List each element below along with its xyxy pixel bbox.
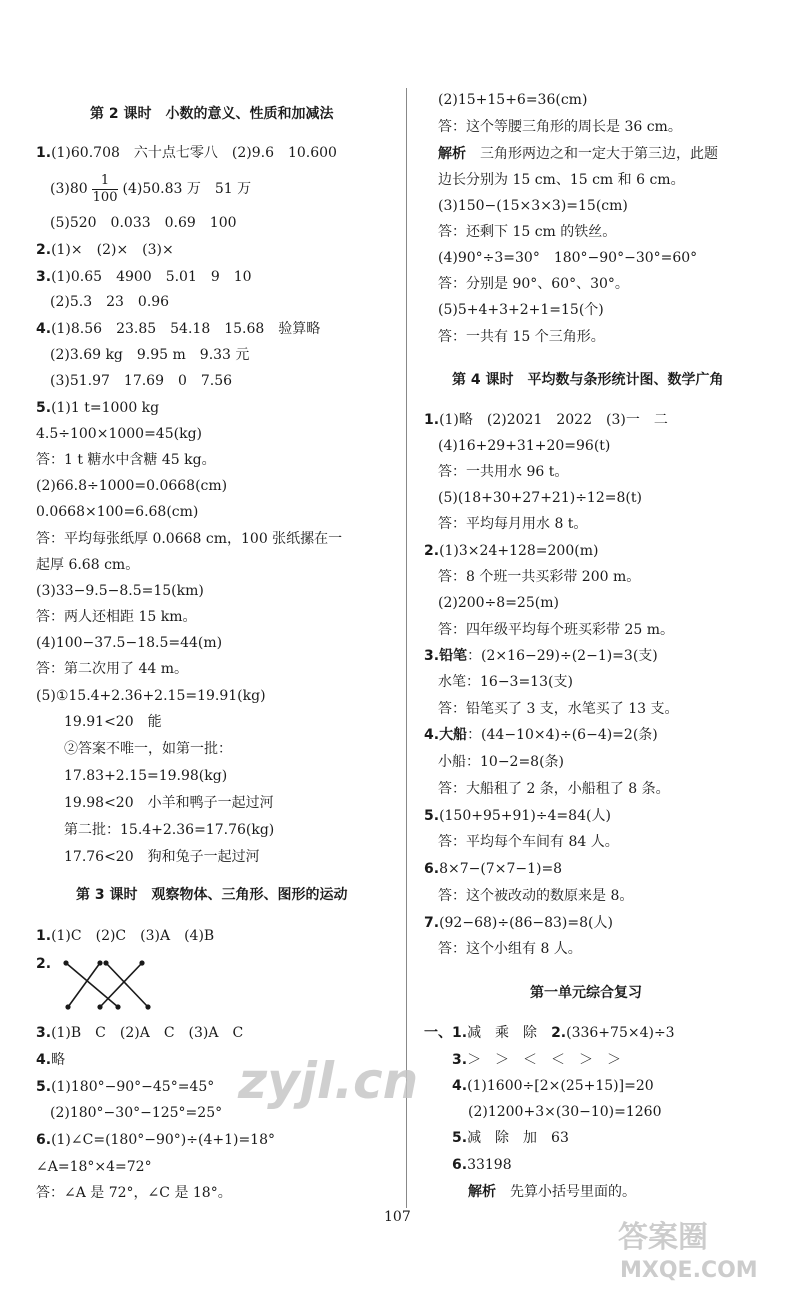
s4-q4-line-3: 答：大船租了 2 条，小船租了 8 条。 — [438, 781, 670, 797]
section-title-lesson-2: 第 2 课时 小数的意义、性质和加减法 — [90, 106, 334, 122]
analysis-label: 解析 — [438, 146, 466, 162]
r-line-2: 答：这个等腰三角形的周长是 36 cm。 — [438, 119, 682, 135]
answer-text: 33198 — [467, 1157, 512, 1173]
s4-q4-line — [424, 725, 658, 745]
analysis-line-2: 边长分别为 15 cm、15 cm 和 6 cm。 — [438, 172, 685, 188]
fraction-numerator: 1 — [92, 173, 119, 190]
q5-line-8: (3)33−9.5−8.5=15(km) — [36, 583, 204, 599]
s3-q5-line-2: (2)180°−30°−125°=25° — [50, 1105, 223, 1121]
diagram-line — [106, 963, 148, 1007]
question-number: 6. — [36, 1132, 52, 1148]
s3-q4-line — [36, 1050, 65, 1070]
q1-line-3: (5)520 0.033 0.69 100 — [50, 215, 237, 231]
answer-text: (1)1 t=1000 kg — [51, 400, 160, 416]
question-number: 3. — [452, 1052, 468, 1068]
s4-q7-line-2: 答：这个小组有 8 人。 — [438, 941, 582, 957]
question-number: 2. — [551, 1025, 567, 1041]
q5-line-18: 17.76<20 狗和兔子一起过河 — [64, 849, 260, 865]
review-q1-line — [424, 1023, 675, 1043]
question-number: 1. — [452, 1025, 468, 1041]
s3-q6-line — [36, 1130, 275, 1150]
answer-text: (1)C (2)C (3)A (4)B — [51, 928, 215, 944]
q5-line-9: 答：两人还相距 15 km。 — [36, 609, 197, 625]
r-line-4: 答：还剩下 15 cm 的铁丝。 — [438, 224, 617, 240]
section-title-lesson-3: 第 3 课时 观察物体、三角形、图形的运动 — [76, 887, 348, 903]
q5-line-14: ②答案不唯一，如第一批： — [64, 741, 232, 757]
question-number: 5. — [452, 1130, 468, 1146]
q4-line-3: (3)51.97 17.69 0 7.56 — [50, 373, 233, 389]
answer-text: (92−68)÷(86−83)=8(人) — [439, 915, 613, 931]
r-line-7: (5)5+4+3+2+1=15(个) — [438, 302, 604, 318]
diagram-dot — [97, 1004, 102, 1009]
q3-line — [36, 267, 252, 287]
diagram-dot — [103, 960, 108, 965]
r-line-6: 答：分别是 90°、60°、30°。 — [438, 276, 629, 292]
s4-q4-line-2: 小船：10−2=8(条) — [438, 754, 565, 770]
s4-q1-line-5: 答：平均每月用水 8 t。 — [438, 516, 588, 532]
s4-q3-line — [424, 646, 658, 666]
answer-text: (1)1600÷[2×(25+15)]=20 — [467, 1078, 654, 1094]
question-number: 3. — [424, 648, 440, 664]
s4-q3-line-2: 水笔：16−3=13(支) — [438, 674, 573, 690]
diagram-dot — [63, 960, 68, 965]
analysis-text: 三角形两边之和一定大于第三边，此题 — [466, 146, 718, 162]
question-number: 6. — [424, 861, 440, 877]
q5-line-5: 0.0668×100=6.68(cm) — [36, 504, 199, 520]
answer-text: ：(2×16−29)÷(2−1)=3(支) — [467, 648, 658, 664]
watermark-corner-bottom: MXQE.COM — [620, 1258, 758, 1283]
item-label: 铅笔 — [439, 648, 468, 664]
watermark-corner-top: 答案圈 — [618, 1220, 708, 1255]
s4-q2-line-4: 答：四年级平均每个班买彩带 25 m。 — [438, 622, 674, 638]
answer-text: (1)× (2)× (3)× — [51, 242, 174, 258]
s4-q5-line — [424, 806, 611, 826]
q1-line — [36, 143, 337, 163]
question-number: 7. — [424, 915, 440, 931]
r-line-3: (3)150−(15×3×3)=15(cm) — [438, 198, 628, 214]
answer-text: (1)∠C=(180°−90°)÷(4+1)=18° — [51, 1132, 276, 1148]
question-number: 1. — [36, 145, 52, 161]
s4-q5-line-2: 答：平均每个车间有 84 人。 — [438, 834, 619, 850]
answer-text: (1)略 (2)2021 2022 (3)一 二 — [439, 412, 668, 428]
q5-line-4: (2)66.8÷1000=0.0668(cm) — [36, 478, 228, 494]
q5-line-10: (4)100−37.5−18.5=44(m) — [36, 635, 223, 651]
question-number: 3. — [36, 269, 52, 285]
s3-q6-line-3: 答：∠A 是 72°，∠C 是 18°。 — [36, 1185, 232, 1201]
answer-text: 略 — [51, 1052, 66, 1068]
watermark-center: zyjl.cn — [238, 1052, 419, 1110]
q5-line-17: 第二批：15.4+2.36=17.76(kg) — [64, 822, 275, 838]
r-line-1: (2)15+15+6=36(cm) — [438, 92, 588, 108]
fraction — [92, 173, 119, 206]
q5-line-3: 答：1 t 糖水中含糖 45 kg。 — [36, 452, 216, 468]
s4-q1-line-4: (5)(18+30+27+21)÷12=8(t) — [438, 490, 642, 506]
review-analysis-line — [468, 1182, 636, 1202]
answer-text: (1)180°−90°−45°=45° — [51, 1079, 215, 1095]
s4-q7-line — [424, 913, 613, 933]
question-number: 1. — [424, 412, 440, 428]
q5-line-13: 19.91<20 能 — [64, 714, 162, 730]
page-number: 107 — [384, 1209, 411, 1225]
analysis-text: 先算小括号里面的。 — [496, 1184, 636, 1200]
answer-text: (1)0.65 4900 5.01 9 10 — [51, 269, 252, 285]
answer-text: ＞ ＞ ＜ ＜ ＞ ＞ — [467, 1052, 622, 1068]
review-q4-line-2: (2)1200+3×(30−10)=1260 — [468, 1104, 662, 1120]
section-title-lesson-4: 第 4 课时 平均数与条形统计图、数学广角 — [452, 372, 724, 388]
q5-line-12: (5)①15.4+2.36+2.15=19.91(kg) — [36, 688, 266, 704]
question-number: 2. — [36, 956, 52, 972]
r-line-5: (4)90°÷3=30° 180°−90°−30°=60° — [438, 250, 698, 266]
column-divider — [406, 88, 407, 1208]
answer-text: (336+75×4)÷3 — [566, 1025, 675, 1041]
item-label: 大船 — [439, 727, 468, 743]
diagram-dot — [145, 1004, 150, 1009]
answer-text: (3)80 — [50, 181, 88, 197]
q5-line-16: 19.98<20 小羊和鸭子一起过河 — [64, 795, 274, 811]
q4-line-2: (2)3.69 kg 9.95 m 9.33 元 — [50, 347, 250, 363]
s4-q1-line — [424, 410, 668, 430]
question-number: 5. — [36, 1079, 52, 1095]
review-q4-line — [452, 1076, 654, 1096]
crossing-lines-diagram — [60, 955, 160, 1013]
question-number: 4. — [424, 727, 440, 743]
analysis-label: 解析 — [468, 1184, 496, 1200]
q1-line-2 — [50, 172, 251, 206]
q5-line-15: 17.83+2.15=19.98(kg) — [64, 768, 228, 784]
q5-line — [36, 398, 159, 418]
answer-text: (4)50.83 万 51 万 — [122, 181, 252, 197]
r-line-8: 答：一共有 15 个三角形。 — [438, 329, 605, 345]
q5-line-2: 4.5÷100×1000=45(kg) — [36, 426, 202, 442]
s3-q6-line-2: ∠A=18°×4=72° — [36, 1159, 152, 1175]
review-q6-line — [452, 1155, 512, 1175]
diagram-dot — [65, 1004, 70, 1009]
q5-line-7: 起厚 6.68 cm。 — [36, 557, 140, 573]
question-number: 6. — [452, 1157, 468, 1173]
s4-q1-line-2: (4)16+29+31+20=96(t) — [438, 438, 611, 454]
s3-q3-line — [36, 1023, 243, 1043]
answer-text: (1)B C (2)A C (3)A C — [51, 1025, 244, 1041]
diagram-dot — [139, 960, 144, 965]
review-q3-line — [452, 1050, 621, 1070]
answer-text: 8×7−(7×7−1)=8 — [439, 861, 563, 877]
question-number: 4. — [452, 1078, 468, 1094]
question-number: 4. — [36, 1052, 52, 1068]
diagram-line — [100, 963, 142, 1007]
s4-q6-line-2: 答：这个被改动的数原来是 8。 — [438, 888, 634, 904]
q4-line — [36, 319, 320, 339]
answer-text: 减 乘 除 — [467, 1025, 552, 1041]
diagram-dot — [97, 960, 102, 965]
fraction-denominator: 100 — [92, 189, 118, 205]
answer-text: ：(44−10×4)÷(6−4)=2(条) — [467, 727, 658, 743]
question-number: 2. — [36, 242, 52, 258]
answer-text: 减 除 加 63 — [467, 1130, 569, 1146]
answer-text: (150+95+91)÷4=84(人) — [439, 808, 611, 824]
section-title-unit-review: 第一单元综合复习 — [530, 985, 642, 1001]
s3-q2-line — [36, 954, 51, 974]
question-number: 2. — [424, 543, 440, 559]
review-q5-line — [452, 1128, 569, 1148]
q5-line-6: 答：平均每张纸厚 0.0668 cm，100 张纸摞在一 — [36, 531, 343, 547]
answer-text: (1)3×24+128=200(m) — [439, 543, 599, 559]
q2-line — [36, 240, 174, 260]
s4-q2-line-3: (2)200÷8=25(m) — [438, 595, 559, 611]
s4-q2-line-2: 答：8 个班一共买彩带 200 m。 — [438, 569, 641, 585]
answer-text: (1)8.56 23.85 54.18 15.68 验算略 — [51, 321, 321, 337]
q3-line-2: (2)5.3 23 0.96 — [50, 294, 170, 310]
question-number: 4. — [36, 321, 52, 337]
s4-q3-line-3: 答：铅笔买了 3 支，水笔买了 13 支。 — [438, 701, 679, 717]
answer-text: (1)60.708 六十点七零八 (2)9.6 10.600 — [51, 145, 337, 161]
diagram-dot — [115, 1004, 120, 1009]
question-number: 1. — [36, 928, 52, 944]
s4-q1-line-3: 答：一共用水 96 t。 — [438, 464, 569, 480]
question-number: 5. — [424, 808, 440, 824]
s3-q5-line — [36, 1077, 214, 1097]
s3-q1-line — [36, 926, 214, 946]
question-number: 5. — [36, 400, 52, 416]
part-number: 一、 — [424, 1025, 452, 1041]
analysis-line — [438, 144, 718, 164]
s4-q2-line — [424, 541, 598, 561]
q5-line-11: 答：第二次用了 44 m。 — [36, 661, 188, 677]
s4-q6-line — [424, 859, 562, 879]
diagram-line — [66, 963, 118, 1007]
question-number: 3. — [36, 1025, 52, 1041]
